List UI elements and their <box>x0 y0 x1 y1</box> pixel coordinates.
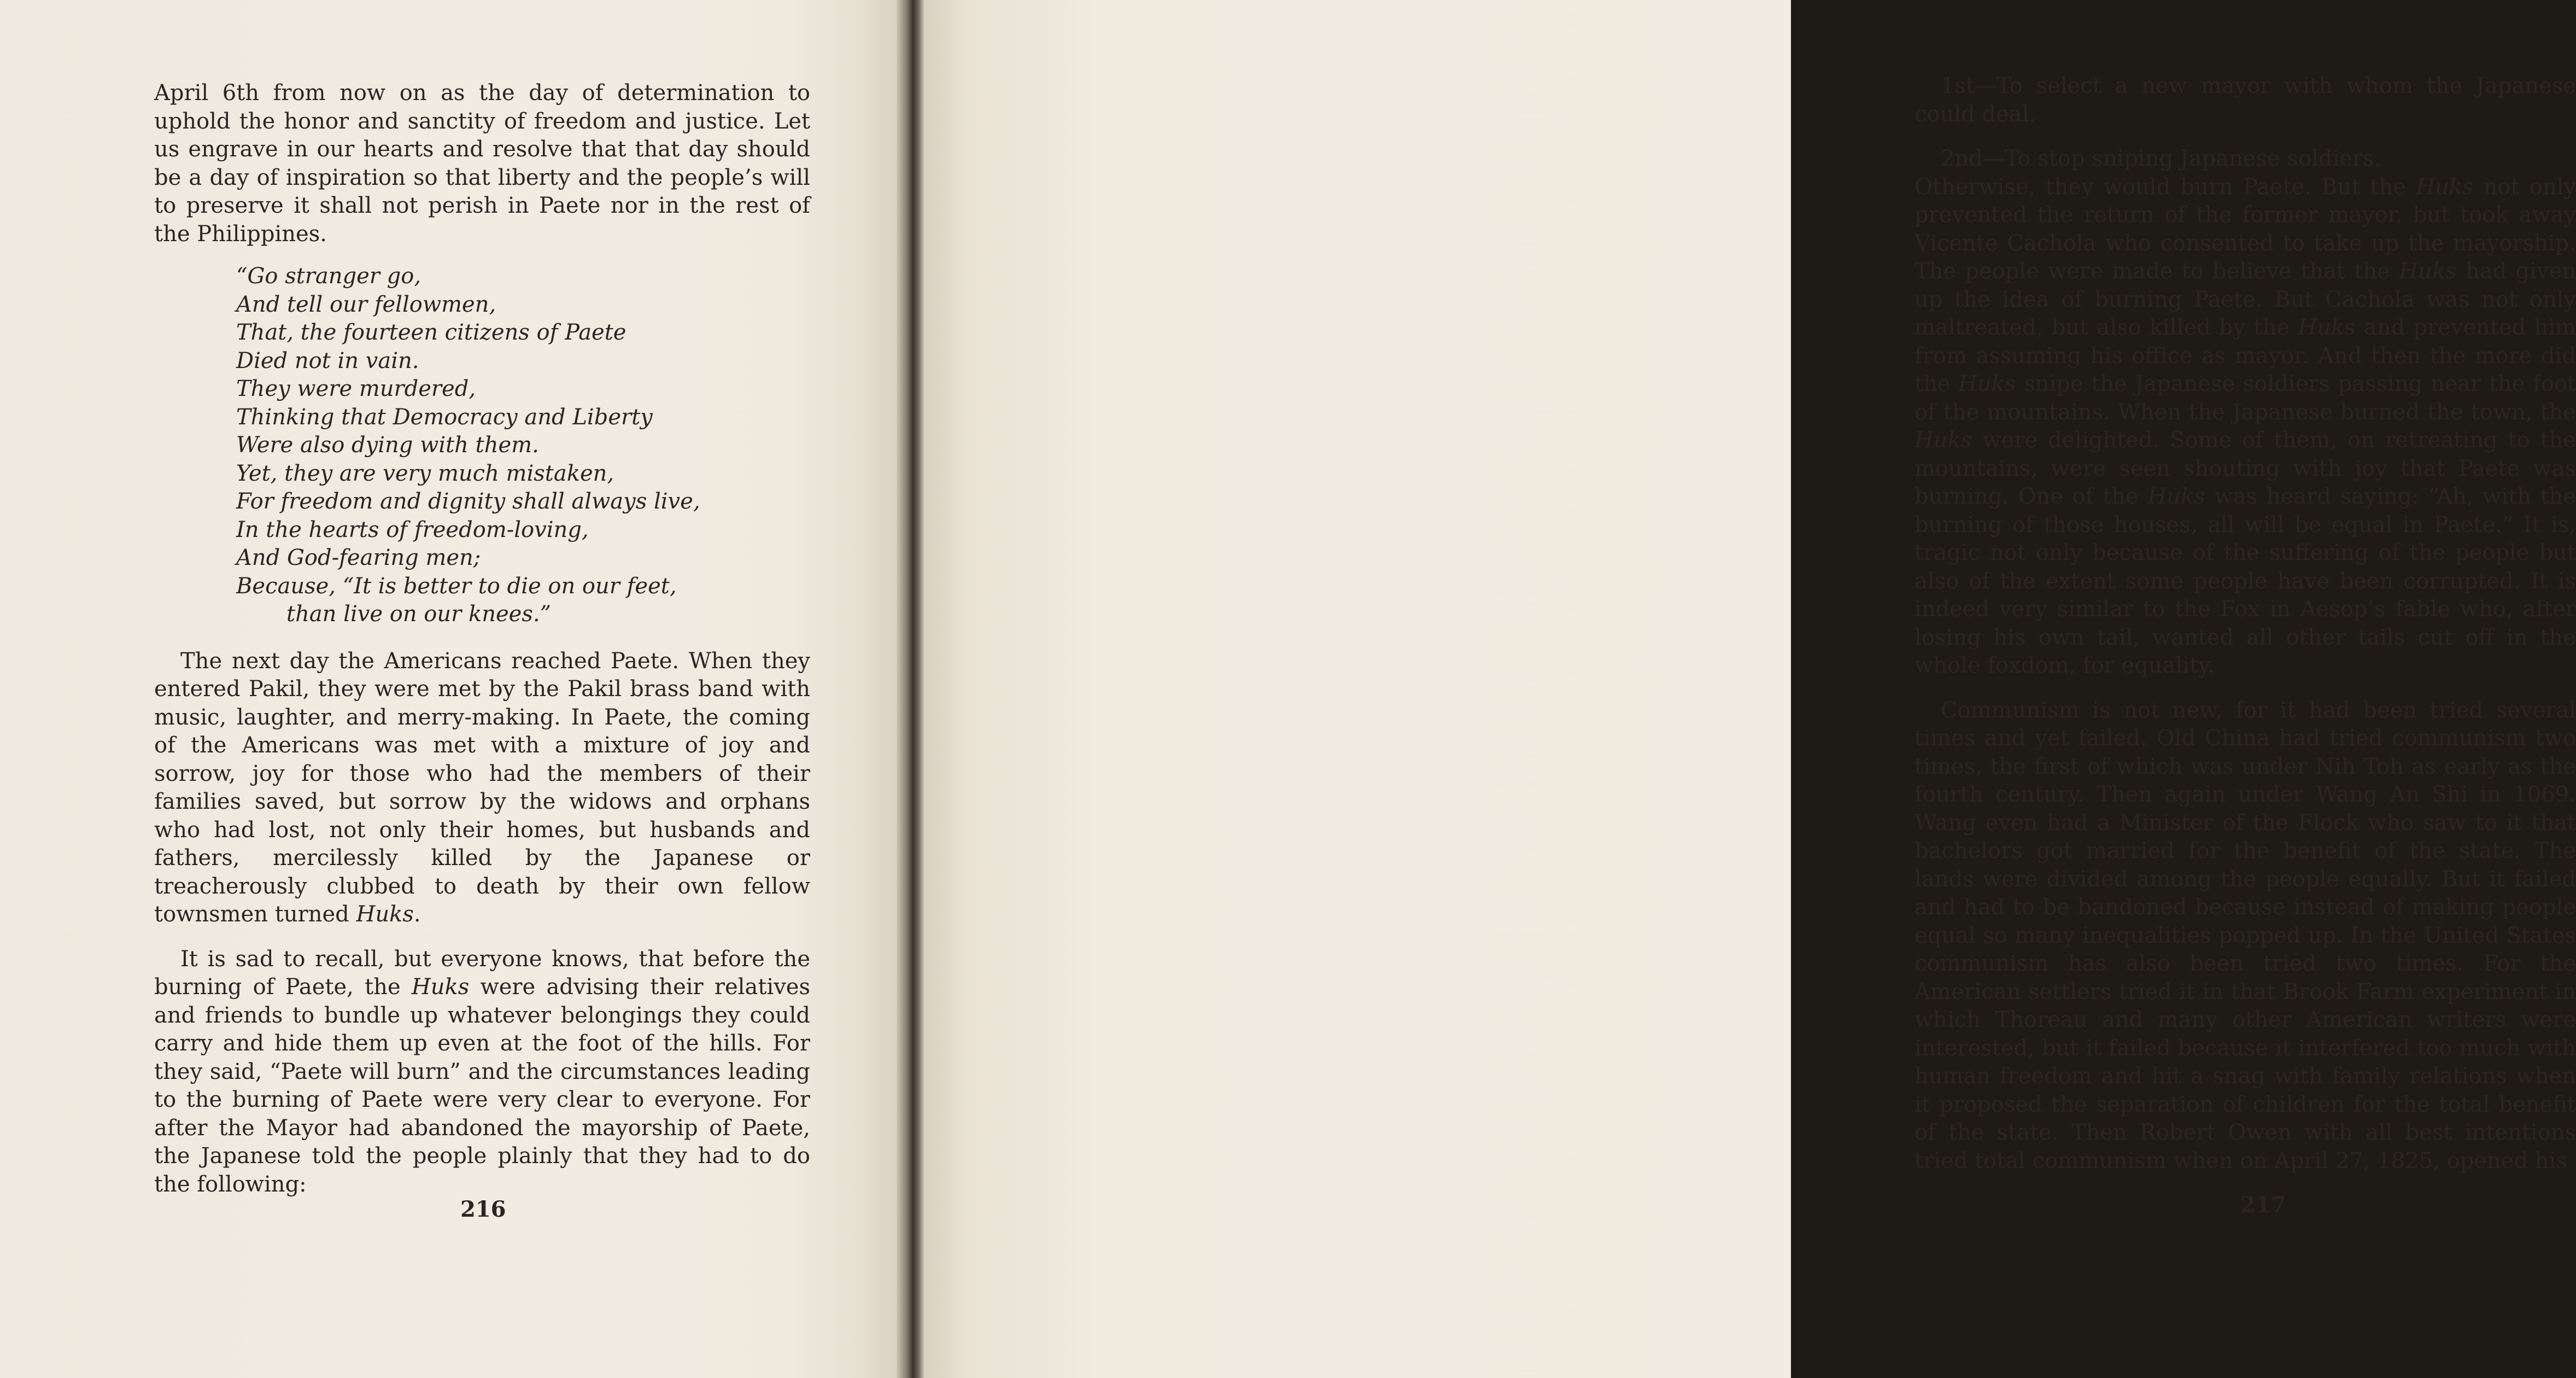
poem-line: Were also dying with them. <box>236 433 539 458</box>
text-run: and prevented him from assuming his office as mayor. And then the more did the <box>1915 315 2576 396</box>
poem-line: Thinking that Democracy and Liberty <box>236 404 653 430</box>
huks-term: Huks <box>1958 371 2016 396</box>
left-paragraph-3-b: were advising their relatives and friends to bundle up whatever belongings they could carry and hide them up even at the foot of the hills. For they said, “Paete will burn” and the circumstances leading to the burning of Paete were very clear to everyone. For after the Mayor had abandoned the mayorship of Paete, the Japanese told the people plainly that they had to do the following: <box>154 974 810 1197</box>
left-paragraph-2-text: The next day the Americans reached Paete. When they entered Pakil, they were met by the Pakil brass band with music, laughter, and merry-making. In Paete, the coming of the Americans was met with a mixture of joy and sorrow, joy for those who had the members of their families saved, but sorrow by the widows and orphans who had lost, not only their homes, but husbands and fathers, mercilessly killed by the Japanese or treacherously clubbed to death by their own fellow townsmen turned <box>154 648 810 927</box>
huks-term: Huks <box>2147 484 2205 509</box>
huks-term: Huks <box>1915 428 1972 453</box>
poem-line: Because, “It is better to die on our feet, <box>236 573 677 599</box>
huks-term: Huks <box>2298 315 2356 340</box>
list-item-second: 2nd—To stop sniping Japanese soldiers. <box>1941 146 2381 171</box>
poem-line: They were murdered, <box>236 376 476 401</box>
poem-line: Yet, they are very much mistaken, <box>236 460 614 486</box>
left-paragraph-3-a: It is sad to recall, but everyone knows, that before the burning of Paete, the <box>154 946 810 1000</box>
right-paragraph-1 <box>1915 173 2576 680</box>
huks-term: Huks <box>2416 174 2474 200</box>
right-paragraph-2: Communism is not new, for it had been tried several times and yet failed. Old China had tried communism two times, the first of which was under Nih Toh as early as the fourth century. Then again under Wang An Shi in 1069. Wang even had a Minister of the Flock who saw to it that bachelors got married for the benefit of the state. The lands were divided among the people equally. But it failed and had to be bandoned because instead of making people equal so many inequalities popped up. In the United States communism has also been tried two times. For the American settlers tried it in that Brook Farm experiment in which Thoreau and many other American writers were interested, but it failed because it interfered too much with human freedom and hit a snag with family relations when it proposed the separation of children for the total benefit of the state. Then Robert Owen with all best intentions tried total communism when on April 27, 1825, opened his <box>1915 697 2576 1173</box>
page-number-right: 217 <box>2240 1192 2286 1218</box>
huks-term: Huks <box>2399 259 2457 284</box>
poem-line: That, the fourteen citizens of Paete <box>236 320 627 345</box>
book-gutter <box>897 0 924 1378</box>
poem-line: than live on our knees.” <box>286 602 552 627</box>
right-page-text <box>1915 72 2576 1173</box>
poem-line: “Go stranger go, <box>236 264 421 289</box>
text-run: were delighted. Some of them, on retreating to the mountains, were seen shouting with joy that Paete was burning. One of the <box>1915 428 2576 509</box>
text-run: Otherwise, they would burn Paete. But the <box>1915 174 2416 200</box>
poem <box>236 262 810 629</box>
text-run: had given up the idea of burning Paete. But Cachola was not only maltreated, but also killed by the <box>1915 259 2576 340</box>
left-page-text <box>154 79 810 1197</box>
text-run: not only prevented the return of the former mayor, but took away Vicente Cachola who consented to take up the mayorship. The people were made to believe that the <box>1915 174 2576 284</box>
right-page <box>924 0 2576 1378</box>
left-paragraph-2-end: . <box>413 902 421 927</box>
left-paragraph-1: April 6th from now on as the day of determination to uphold the honor and sanctity of freedom and justice. Let us engrave in our hearts and resolve that that day should be a day of inspiration so that liberty and the people’s will to preserve it shall not perish in Paete nor in the rest of the Philippines. <box>154 80 810 247</box>
text-run: snipe the Japanese soldiers passing near the foot of the mountains. When the Japanese burned the town, the <box>1915 371 2576 425</box>
poem-line: In the hearts of freedom-loving, <box>236 517 589 542</box>
huks-term: Huks <box>411 974 470 1000</box>
text-run: was heard saying: “Ah, with the burning of those houses, all will be equal in Paete.” It is, tragic not only because of the suffering of the people but also of the extent some people have been corrupted. It is indeed very similar to the Fox in Aesop’s fable who, after losing his own tail, wanted all other tails cut off in the whole foxdom, for equality. <box>1915 484 2576 678</box>
left-page <box>0 0 897 1378</box>
left-paragraph-3 <box>154 945 810 1199</box>
poem-line: And God-fearing men; <box>236 545 481 570</box>
poem-line: For freedom and dignity shall always live, <box>236 489 700 514</box>
page-number-left: 216 <box>460 1196 506 1222</box>
huks-term: Huks <box>356 902 414 927</box>
list-item-first: 1st—To select a new mayor with whom the Japanese could deal. <box>1915 73 2576 127</box>
poem-line: Died not in vain. <box>236 348 419 373</box>
left-paragraph-2 <box>154 647 810 929</box>
poem-line: And tell our fellowmen, <box>236 291 496 317</box>
